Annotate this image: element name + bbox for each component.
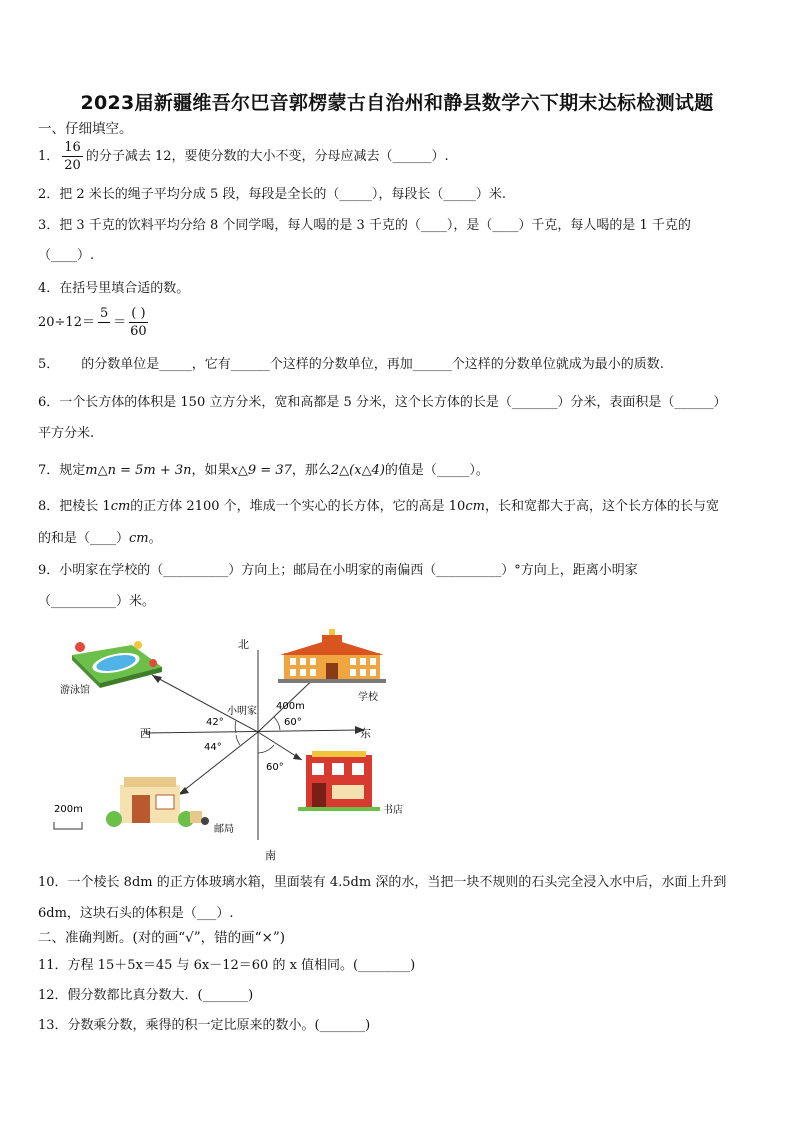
label-west: 西 <box>140 727 151 740</box>
west-east-axis <box>145 730 360 733</box>
question-4-heading: 4．在括号里填合适的数。 <box>38 281 190 296</box>
question-10-line-1: 10．一个棱长 8dm 的正方体玻璃水箱，里面装有 4.5dm 深的水，当把一块不规则的石头完全浸入水中后，水面上升到 <box>38 875 727 890</box>
page-title: 2023届新疆维吾尔巴音郭楞蒙古自治州和静县数学六下期末达标检测试题 <box>80 92 714 114</box>
label-east: 东 <box>360 727 371 740</box>
question-6-line-2: 平方分米. <box>38 426 95 441</box>
pool-arrow-icon <box>152 675 162 683</box>
school-icon <box>278 629 386 683</box>
label-angle-pool: 42° <box>206 717 224 728</box>
fraction-5: 5 <box>99 306 109 321</box>
label-angle-book: 60° <box>266 762 284 773</box>
label-south: 南 <box>265 849 276 862</box>
question-6-line-1: 6．一个长方体的体积是 150 立方分米，宽和高都是 5 分米，这个长方体的长是（_______）分米，表面积是（______） <box>38 395 727 410</box>
label-school: 学校 <box>358 692 378 703</box>
label-pool: 游泳馆 <box>60 685 90 696</box>
question-13: 13．分数乘分数，乘得的积一定比原来的数小。(_______) <box>38 1018 371 1033</box>
pool-icon <box>72 641 162 688</box>
post-office-icon <box>106 777 209 827</box>
ray-to-pool <box>152 675 258 732</box>
scale-bar <box>54 822 82 829</box>
question-9-line-1: 9．小明家在学校的（__________）方向上；邮局在小明家的南偏西（__________）°方向上，距离小明家 <box>38 563 638 578</box>
question-2: 2．把 2 米长的绳子平均分成 5 段，每段是全长的（_____），每段长（_____）米. <box>38 187 506 202</box>
question-10-line-2: 6dm，这块石头的体积是（___）. <box>38 906 234 921</box>
label-angle-post: 44° <box>204 742 222 753</box>
question-4-equation: 20÷12＝ 5 ＝ $\frac{( )}{60}$ <box>38 306 147 339</box>
question-1: 1． $\frac{16}{20}$ 的分子减去 12，要使分数的大小不变，分母应减去（______）. <box>38 140 449 173</box>
label-distance: 400m <box>276 701 305 712</box>
label-north: 北 <box>238 638 249 651</box>
section-2-heading: 二、准确判断。(对的画“√”，错的画“×”) <box>38 930 286 946</box>
question-11: 11．方程 15＋5x＝45 与 6x－12＝60 的 x 值相同。(________) <box>38 958 416 973</box>
bookstore-arrow-icon <box>293 753 302 760</box>
question-5: 5． 的分数单位是_____，它有______个这样的分数单位，再加______个这样的分数单位就成为最小的质数. <box>38 357 664 372</box>
fraction-blank-60: $\frac{( )}{60}$ <box>130 306 147 339</box>
label-bookstore: 书店 <box>383 805 403 816</box>
bookstore-icon <box>298 751 380 811</box>
label-post: 邮局 <box>214 824 234 835</box>
question-3-line-1: 3．把 3 千克的饮料平均分给 8 个同学喝，每人喝的是 3 千克的（____），是（____）千克，每人喝的是 1 千克的 <box>38 218 691 233</box>
question-8-line-1: 8．把棱长 1cm的正方体 2100 个，堆成一个实心的长方体，它的高是 10cm，长和宽都大于高，这个长方体的长与宽 <box>38 499 719 514</box>
question-12: 12．假分数都比真分数大．(_______) <box>38 988 254 1003</box>
question-8-line-2: 的和是（____）cm。 <box>38 531 162 546</box>
fraction-16-20: $\frac{16}{20}$ <box>64 140 81 173</box>
label-scale: 200m <box>54 804 83 815</box>
section-1-heading: 一、仔细填空。 <box>38 121 133 137</box>
question-7: 7．规定m△n = 5m + 3n，如果x△9 = 37，那么2△(x△4)的值是（_____）。 <box>38 463 489 478</box>
question-9-line-2: （__________）米。 <box>38 594 156 609</box>
label-angle-school: 60° <box>284 717 302 728</box>
direction-map <box>40 625 440 865</box>
label-center: 小明家 <box>227 706 257 717</box>
question-3-line-2: （____）. <box>38 248 95 263</box>
